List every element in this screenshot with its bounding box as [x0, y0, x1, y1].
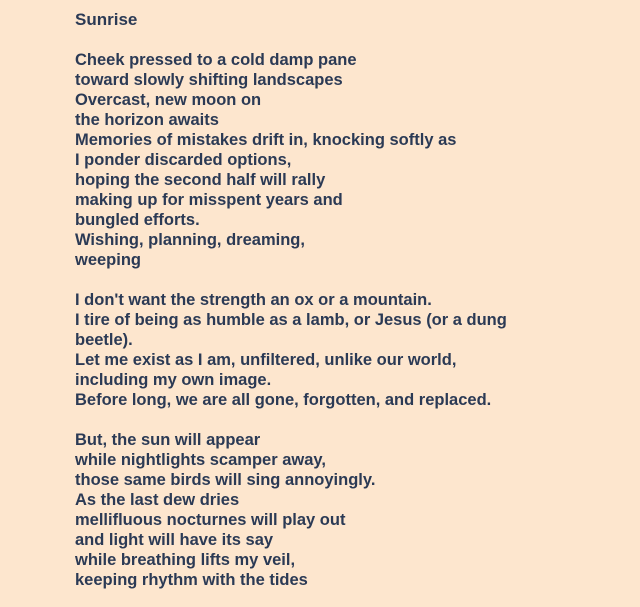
- poem-line: making up for misspent years and: [75, 191, 343, 209]
- poem-line: keeping rhythm with the tides: [75, 571, 308, 589]
- poem-line: those same birds will sing annoyingly.: [75, 471, 376, 489]
- poem-line: Let me exist as I am, unfiltered, unlike our world,: [75, 351, 457, 369]
- stanza-3: [75, 430, 622, 590]
- poem-line: As the last dew dries: [75, 491, 240, 509]
- stanza-2: [75, 290, 622, 410]
- poem-title: Sunrise: [75, 10, 138, 29]
- poem-line: hoping the second half will rally: [75, 171, 326, 189]
- poem-line: I tire of being as humble as a lamb, or Jesus (or a dung: [75, 311, 507, 329]
- poem-line: Memories of mistakes drift in, knocking softly as: [75, 131, 457, 149]
- poem-line: Cheek pressed to a cold damp pane: [75, 51, 357, 69]
- poem-line: the horizon awaits: [75, 111, 219, 129]
- poem-line: But, the sun will appear: [75, 431, 261, 449]
- poem-line: I don't want the strength an ox or a mountain.: [75, 291, 432, 309]
- poem-line: weeping: [75, 251, 142, 269]
- poem-line: toward slowly shifting landscapes: [75, 71, 343, 89]
- stanza-1: [75, 50, 622, 270]
- poem-line: and light will have its say: [75, 531, 274, 549]
- poem-line: I ponder discarded options,: [75, 151, 292, 169]
- poem-line: Wishing, planning, dreaming,: [75, 231, 305, 249]
- poem-line: Before long, we are all gone, forgotten, and replaced.: [75, 391, 492, 409]
- poem-line: beetle).: [75, 331, 133, 349]
- poem-line: while breathing lifts my veil,: [75, 551, 296, 569]
- poem-line: mellifluous nocturnes will play out: [75, 511, 346, 529]
- poem-line: while nightlights scamper away,: [75, 451, 326, 469]
- poem-line: bungled efforts.: [75, 211, 200, 229]
- poem-line: including my own image.: [75, 371, 272, 389]
- poem-line: Overcast, new moon on: [75, 91, 262, 109]
